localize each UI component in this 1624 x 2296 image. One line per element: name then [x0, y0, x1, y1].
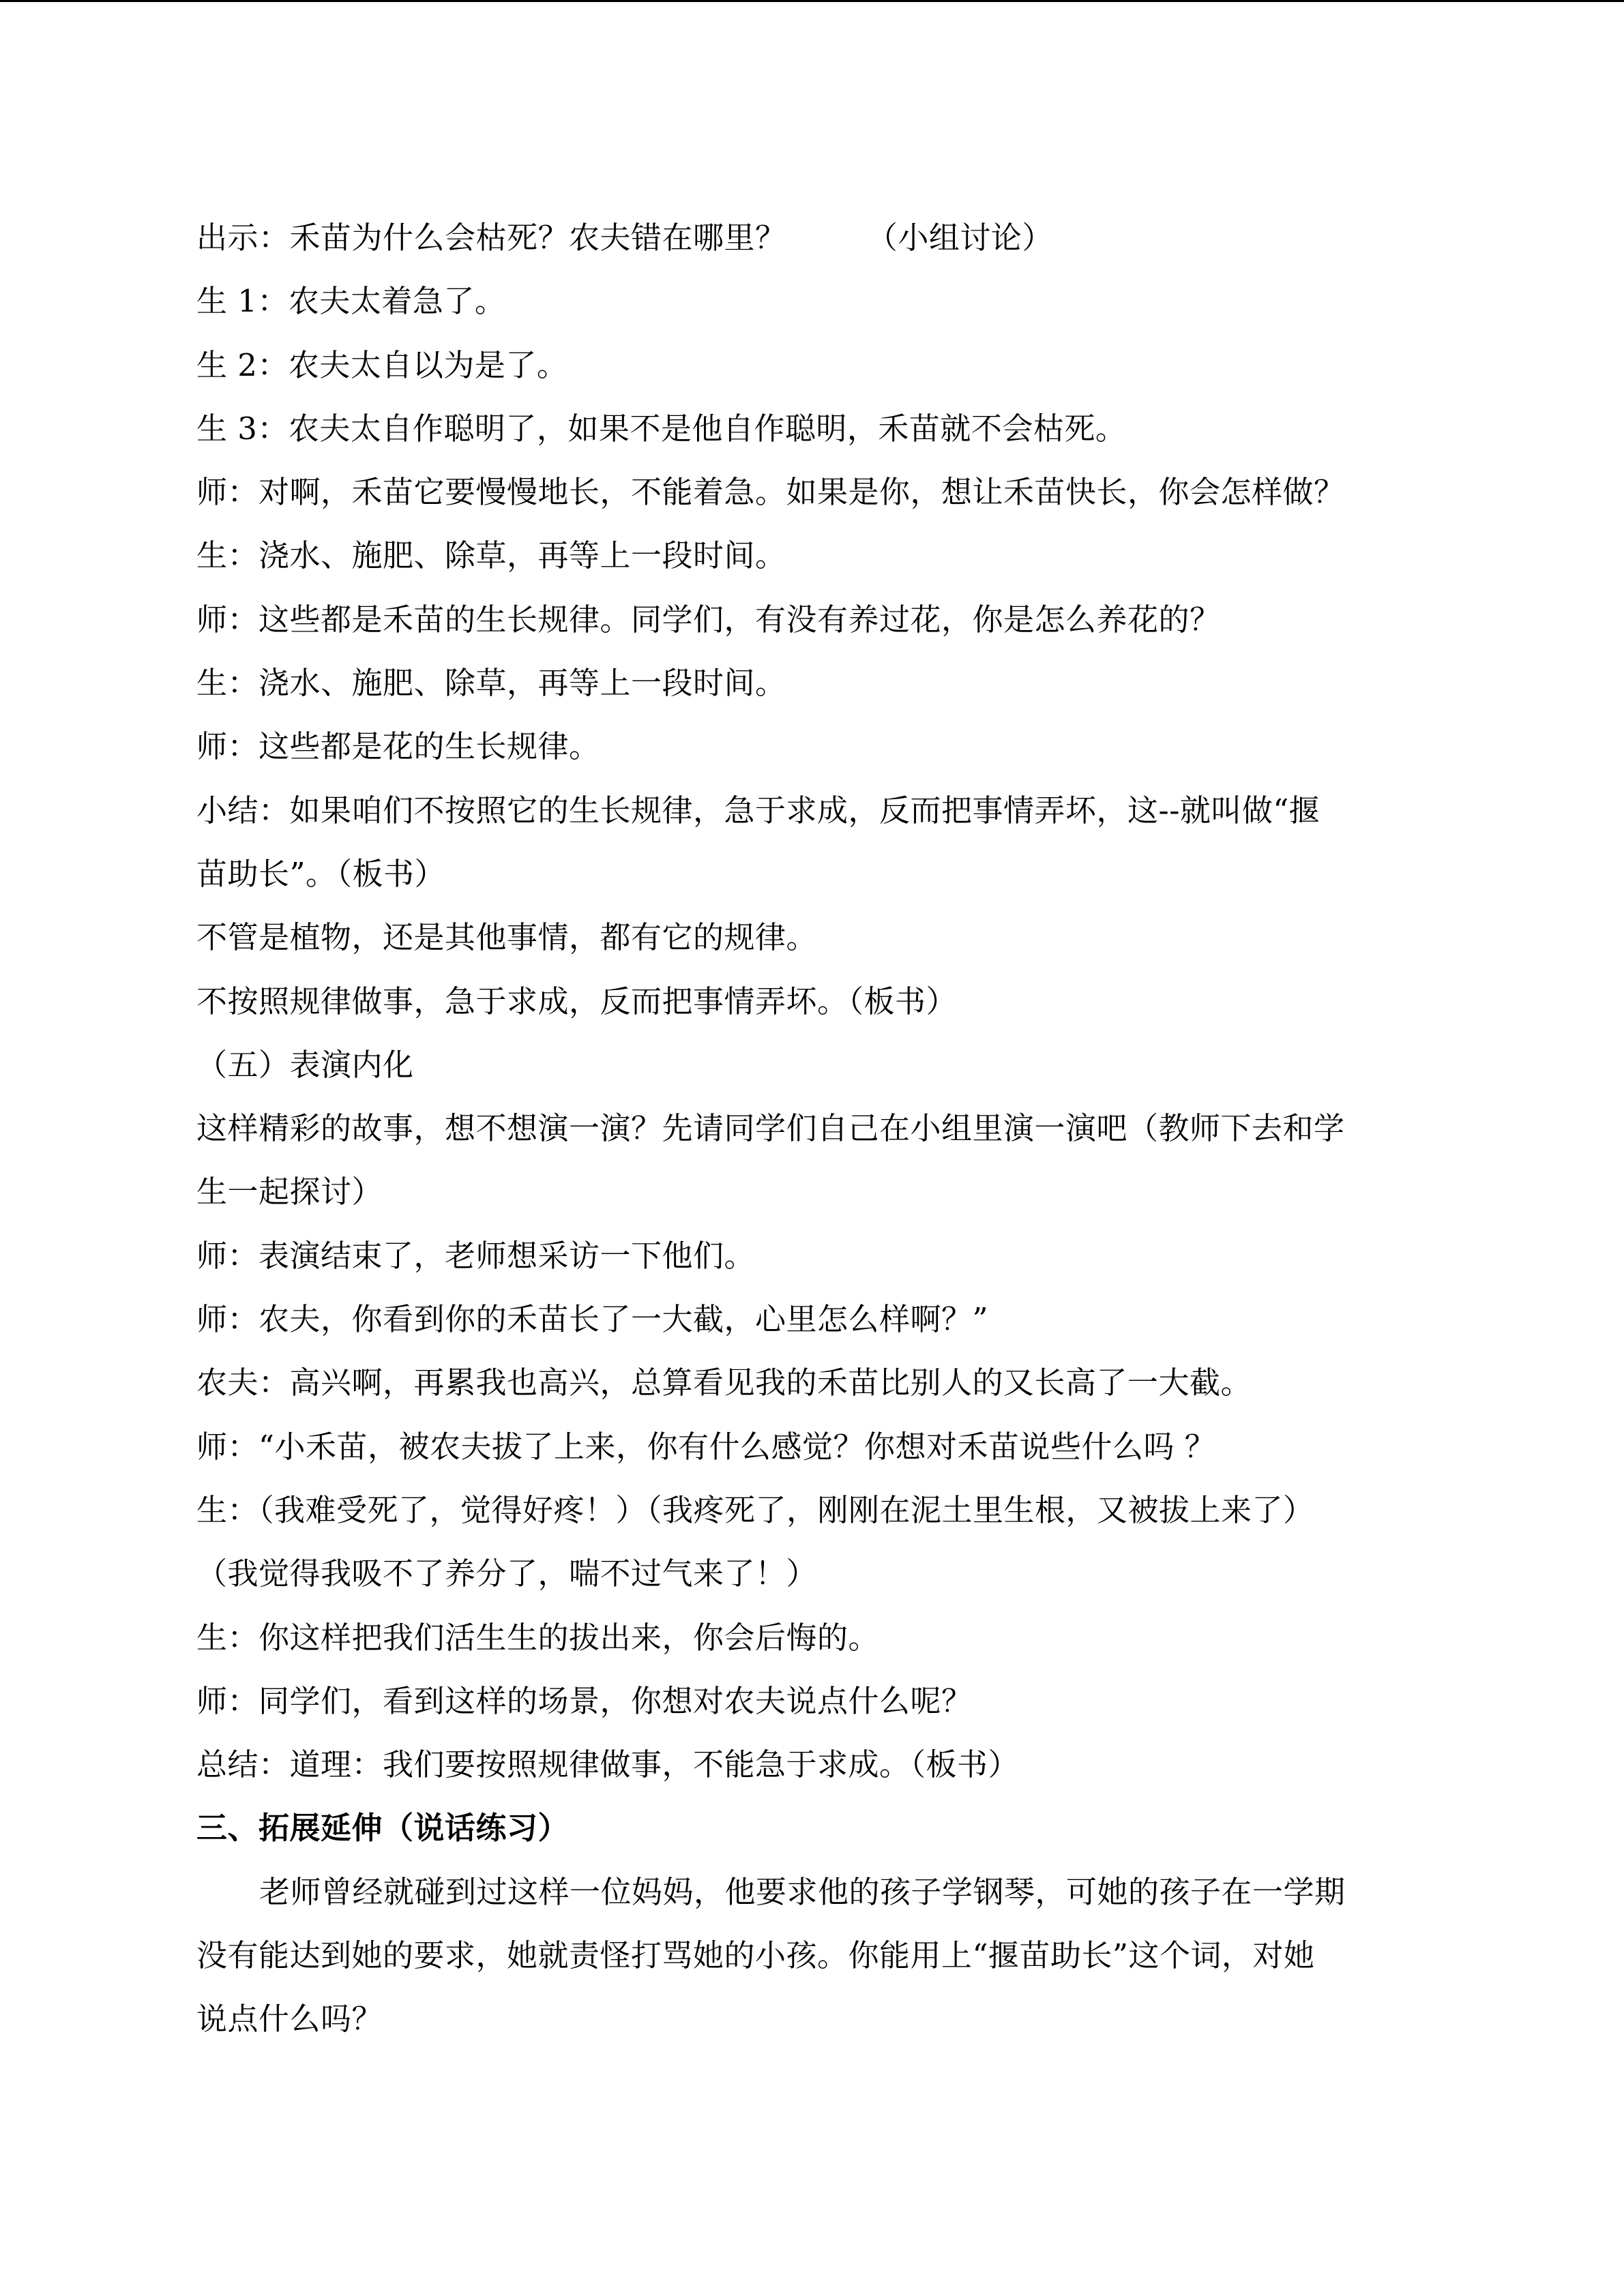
text-line: 总结：道理：我们要按照规律做事，不能急于求成。（板书） — [196, 1746, 1020, 1783]
text-line: 这样精彩的故事，想不想演一演？先请同学们自己在小组里演一演吧（教师下去和学 — [196, 1110, 1345, 1147]
text-line: 生：（我难受死了，觉得好疼！）（我疼死了，刚刚在泥土里生根，又被拔上来了） — [196, 1491, 1314, 1528]
text-line: 生：你这样把我们活生生的拔出来，你会后悔的。 — [196, 1619, 880, 1656]
text-line: 师：对啊，禾苗它要慢慢地长，不能着急。如果是你，想让禾苗快长，你会怎样做？ — [196, 474, 1345, 511]
document-page — [196, 206, 1417, 2051]
section-heading: 三、拓展延伸（说话练习） — [196, 1810, 570, 1847]
paragraph-line: 老师曾经就碰到过这样一位妈妈，他要求他的孩子学钢琴，可她的孩子在一学期 — [259, 1873, 1346, 1910]
text-line: 生 2：农夫太自以为是了。 — [196, 346, 568, 383]
text-line: 生：浇水、施肥、除草，再等上一段时间。 — [196, 665, 786, 702]
text-line: 师：同学们，看到这样的场景，你想对农夫说点什么呢？ — [196, 1682, 973, 1719]
section-heading: （五）表演内化 — [196, 1046, 414, 1083]
text-line: 不按照规律做事，急于求成，反而把事情弄坏。（板书） — [196, 983, 958, 1019]
text-line: 生：浇水、施肥、除草，再等上一段时间。 — [196, 537, 786, 574]
text-line: 师：这些都是禾苗的生长规律。同学们，有没有养过花，你是怎么养花的？ — [196, 601, 1221, 638]
text-line: 农夫：高兴啊，再累我也高兴，总算看见我的禾苗比别人的又长高了一大截。 — [196, 1365, 1252, 1401]
text-line: 师：“小禾苗，被农夫拔了上来，你有什么感觉？你想对禾苗说些什么吗 ？ — [196, 1428, 1216, 1465]
text-line: 不管是植物，还是其他事情，都有它的规律。 — [196, 919, 818, 956]
text-line: 师：农夫，你看到你的禾苗长了一大截，心里怎么样啊？” — [196, 1301, 989, 1338]
text-line: 生一起探讨） — [196, 1174, 383, 1210]
text-line: 小结：如果咱们不按照它的生长规律，急于求成，反而把事情弄坏，这--就叫做“揠 — [196, 792, 1320, 829]
page-top-border — [0, 0, 1624, 2]
text-line: 师：表演结束了，老师想采访一下他们。 — [196, 1237, 756, 1274]
text-line: （我觉得我吸不了养分了，喘不过气来了！） — [196, 1555, 818, 1592]
text-line: 出示：禾苗为什么会枯死？农夫错在哪里？ （小组讨论） — [196, 220, 1053, 256]
text-line: 生 3：农夫太自作聪明了，如果不是他自作聪明，禾苗就不会枯死。 — [196, 410, 1127, 447]
text-line: 师：这些都是花的生长规律。 — [196, 728, 600, 765]
text-line: 生 1：农夫太着急了。 — [196, 283, 506, 320]
text-line: 苗助长”。（板书） — [196, 855, 446, 892]
paragraph-line: 没有能达到她的要求，她就责怪打骂她的小孩。你能用上“揠苗助长”这个词，对她 — [196, 1937, 1315, 1974]
paragraph-line: 说点什么吗？ — [196, 2001, 383, 2038]
